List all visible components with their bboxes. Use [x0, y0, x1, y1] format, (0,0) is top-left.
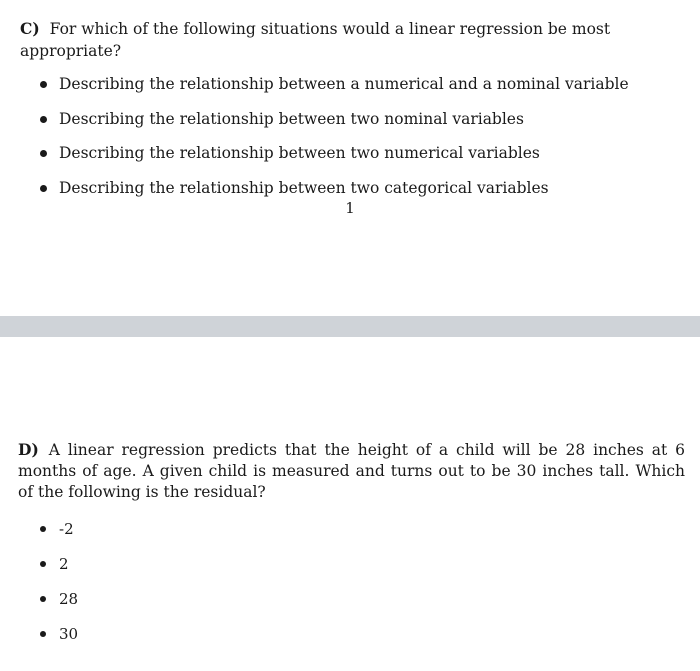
question-d-stem [18, 439, 685, 503]
question-d-option[interactable] [40, 589, 685, 624]
question-d-option[interactable] [40, 519, 685, 554]
question-c-options [40, 74, 685, 212]
bullet-icon [40, 596, 46, 602]
question-d [18, 439, 685, 659]
question-d-option[interactable] [40, 624, 685, 659]
question-c [20, 18, 685, 212]
bullet-icon [40, 81, 47, 88]
question-d-option-text: -2 [59, 520, 74, 538]
question-d-label: D) [18, 440, 39, 459]
question-c-option-text: Describing the relationship between two numerical variables [59, 144, 540, 162]
page-number: 1 [345, 199, 355, 217]
bullet-icon [40, 150, 47, 157]
question-c-label: C) [20, 19, 40, 38]
page-top [0, 0, 700, 316]
question-d-option-text: 28 [59, 590, 79, 608]
bullet-icon [40, 526, 46, 532]
page-divider [0, 316, 700, 337]
question-c-option[interactable] [40, 74, 685, 109]
question-c-stem [20, 18, 685, 62]
question-d-option[interactable] [40, 554, 685, 589]
bullet-icon [40, 631, 46, 637]
bullet-icon [40, 561, 46, 567]
question-c-text: For which of the following situations would a linear regression be most appropriate? [20, 20, 611, 60]
question-d-option-text: 2 [59, 555, 69, 573]
bullet-icon [40, 116, 47, 123]
page-bottom [0, 337, 700, 671]
question-d-text: A linear regression predicts that the height of a child will be 28 inches at 6 months of age. A given child is measured and turns out to be 30 inches tall. Which of the following is the residual? [18, 441, 685, 501]
bullet-icon [40, 185, 47, 192]
question-c-option[interactable] [40, 143, 685, 178]
question-c-option-text: Describing the relationship between two nominal variables [59, 109, 524, 128]
question-c-option-text: Describing the relationship between a numerical and a nominal variable [59, 75, 629, 93]
question-c-option-text: Describing the relationship between two categorical variables [59, 178, 549, 197]
question-d-options [40, 519, 685, 659]
question-d-option-text: 30 [59, 625, 79, 643]
question-c-option[interactable] [40, 109, 685, 144]
